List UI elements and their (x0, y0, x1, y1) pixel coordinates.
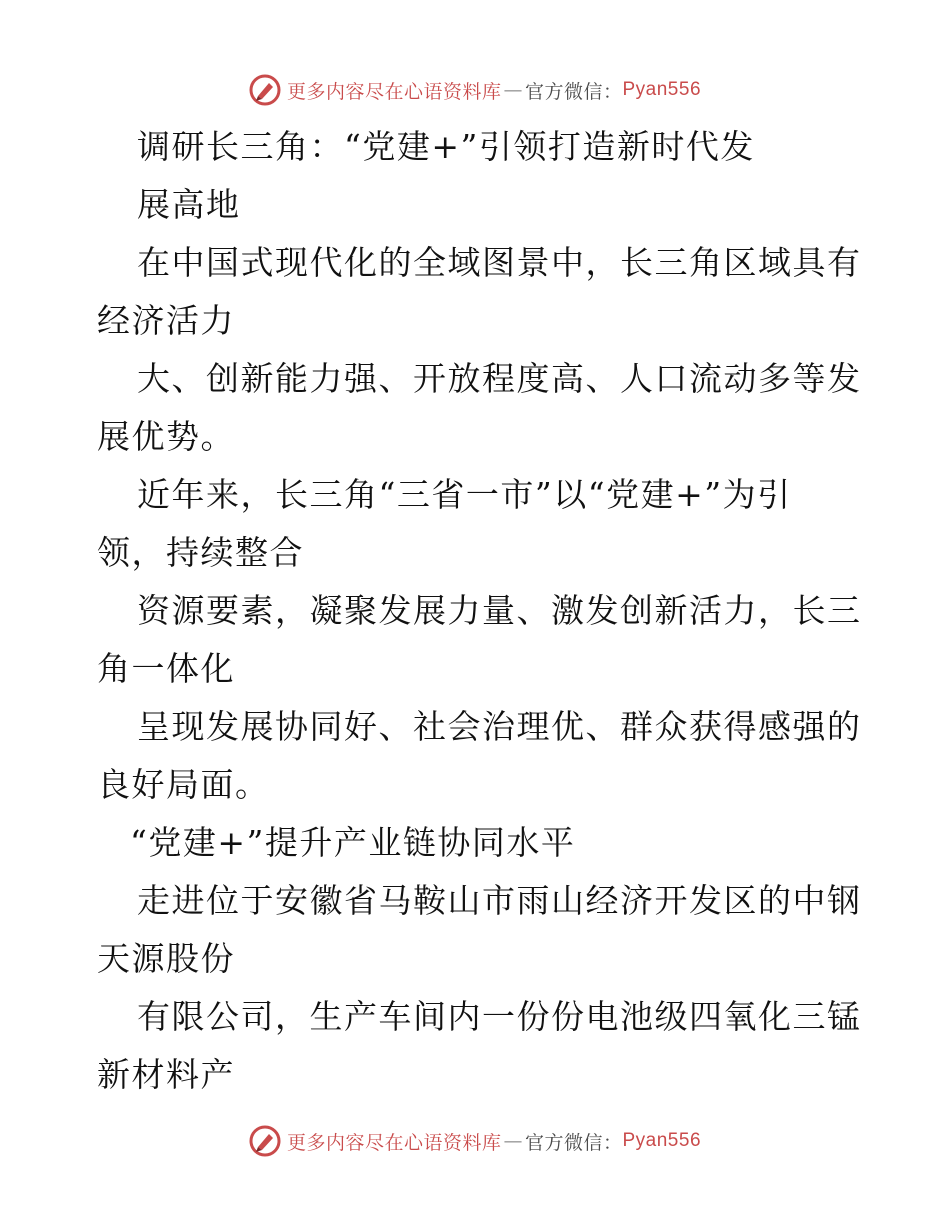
watermark-id: Pyan556 (622, 79, 702, 100)
watermark-id: Pyan556 (622, 1130, 702, 1151)
paragraph-line: 新材料产 (97, 1055, 235, 1094)
title-line-2: 展高地 (137, 185, 241, 224)
paragraph-line: 经济活力 (97, 301, 235, 340)
watermark-main-text: 更多内容尽在心语资料库 (286, 1131, 502, 1154)
watermark-sub-text: 官方微信： (524, 1131, 623, 1154)
watermark-separator: — (503, 79, 523, 101)
paragraph-line: 天源股份 (97, 939, 235, 978)
document-body (97, 118, 862, 1104)
section-heading: “党建+”提升产业链协同水平 (130, 823, 576, 862)
paragraph-line: 良好局面。 (97, 765, 270, 804)
watermark-separator: — (503, 1130, 523, 1152)
pen-logo-icon (249, 1125, 281, 1157)
paragraph-line: 角一体化 (97, 649, 235, 688)
paragraph-line: 资源要素，凝聚发展力量、激发创新活力，长三 (137, 591, 862, 630)
paragraph-line: 大、创新能力强、开放程度高、人口流动多等发 (137, 359, 862, 398)
paragraph-line: 近年来，长三角“三省一市”以“党建+”为引 (137, 475, 792, 514)
paragraph-line: 有限公司，生产车间内一份份电池级四氧化三锰 (137, 997, 862, 1036)
header-watermark (0, 73, 950, 107)
watermark-sub-text: 官方微信： (524, 80, 623, 103)
paragraph-line: 展优势。 (97, 417, 235, 456)
paragraph-line: 在中国式现代化的全域图景中，长三角区域具有 (137, 243, 862, 282)
footer-watermark (0, 1124, 950, 1158)
paragraph-line: 呈现发展协同好、社会治理优、群众获得感强的 (137, 707, 862, 746)
paragraph-line: 领，持续整合 (97, 533, 304, 572)
paragraph-line: 走进位于安徽省马鞍山市雨山经济开发区的中钢 (137, 881, 862, 920)
title-line-1: 调研长三角：“党建+”引领打造新时代发 (137, 127, 755, 166)
watermark-main-text: 更多内容尽在心语资料库 (286, 80, 502, 103)
pen-logo-icon (249, 74, 281, 106)
